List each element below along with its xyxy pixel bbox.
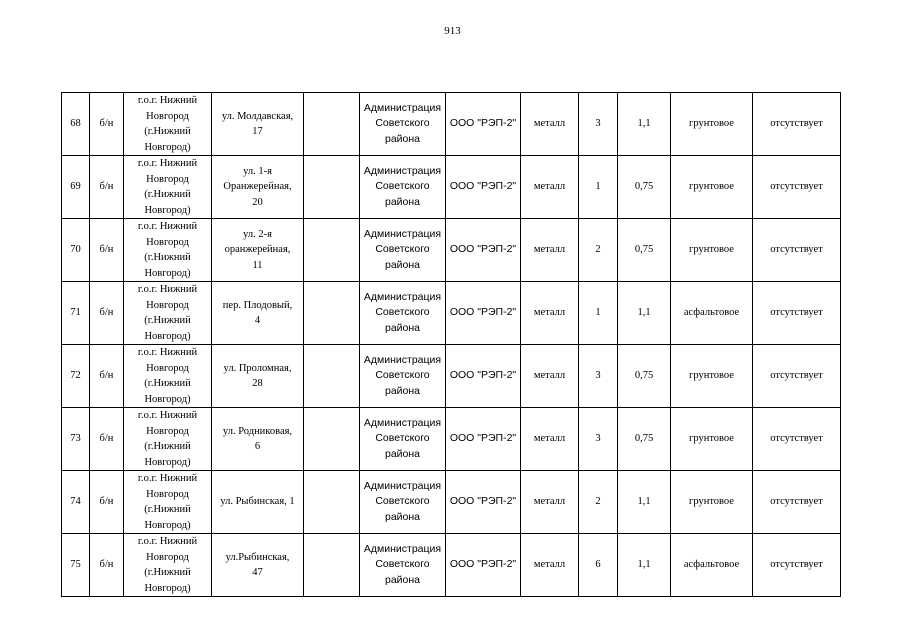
container-count-cell: 3 xyxy=(579,345,618,408)
empty-cell xyxy=(304,282,360,345)
container-volume-cell: 0,75 xyxy=(618,219,671,282)
container-count-cell: 6 xyxy=(579,534,618,597)
operator-cell: ООО "РЭП-2" xyxy=(446,156,521,219)
container-count-cell: 2 xyxy=(579,471,618,534)
owner-cell: Администрация Советского района xyxy=(360,93,446,156)
fence-cell: отсутствует xyxy=(753,156,841,219)
table-body xyxy=(62,93,841,597)
address-cell: ул. Родниковая, 6 xyxy=(212,408,304,471)
table-row xyxy=(62,345,841,408)
owner-cell: Администрация Советского района xyxy=(360,282,446,345)
fence-cell: отсутствует xyxy=(753,408,841,471)
municipality-cell: г.о.г. Нижний Новгород (г.Нижний Новгород) xyxy=(124,219,212,282)
fence-cell: отсутствует xyxy=(753,219,841,282)
empty-cell xyxy=(304,156,360,219)
empty-cell xyxy=(304,219,360,282)
address-cell: ул.Рыбинская, 47 xyxy=(212,534,304,597)
table-row xyxy=(62,93,841,156)
table-row xyxy=(62,534,841,597)
container-sites-table xyxy=(61,92,841,597)
surface-type-cell: грунтовое xyxy=(671,156,753,219)
surface-type-cell: грунтовое xyxy=(671,471,753,534)
owner-cell: Администрация Советского района xyxy=(360,219,446,282)
address-cell: ул. 1-я Оранжерейная, 20 xyxy=(212,156,304,219)
container-count-cell: 3 xyxy=(579,93,618,156)
container-volume-cell: 1,1 xyxy=(618,93,671,156)
row-number-cell: 75 xyxy=(62,534,90,597)
municipality-cell: г.о.г. Нижний Новгород (г.Нижний Новгород) xyxy=(124,282,212,345)
address-cell: пер. Плодовый, 4 xyxy=(212,282,304,345)
registry-number-cell: б/н xyxy=(90,156,124,219)
material-cell: металл xyxy=(521,156,579,219)
operator-cell: ООО "РЭП-2" xyxy=(446,219,521,282)
table-row xyxy=(62,471,841,534)
address-cell: ул. Рыбинская, 1 xyxy=(212,471,304,534)
surface-type-cell: грунтовое xyxy=(671,408,753,471)
registry-number-cell: б/н xyxy=(90,219,124,282)
operator-cell: ООО "РЭП-2" xyxy=(446,345,521,408)
operator-cell: ООО "РЭП-2" xyxy=(446,408,521,471)
table-row xyxy=(62,219,841,282)
surface-type-cell: асфальтовое xyxy=(671,534,753,597)
registry-number-cell: б/н xyxy=(90,282,124,345)
operator-cell: ООО "РЭП-2" xyxy=(446,471,521,534)
operator-cell: ООО "РЭП-2" xyxy=(446,93,521,156)
empty-cell xyxy=(304,534,360,597)
owner-cell: Администрация Советского района xyxy=(360,345,446,408)
row-number-cell: 73 xyxy=(62,408,90,471)
page-number: 913 xyxy=(444,25,461,37)
container-count-cell: 3 xyxy=(579,408,618,471)
empty-cell xyxy=(304,408,360,471)
row-number-cell: 69 xyxy=(62,156,90,219)
surface-type-cell: асфальтовое xyxy=(671,282,753,345)
table-row xyxy=(62,408,841,471)
owner-cell: Администрация Советского района xyxy=(360,534,446,597)
municipality-cell: г.о.г. Нижний Новгород (г.Нижний Новгород) xyxy=(124,471,212,534)
container-volume-cell: 1,1 xyxy=(618,534,671,597)
empty-cell xyxy=(304,345,360,408)
fence-cell: отсутствует xyxy=(753,93,841,156)
fence-cell: отсутствует xyxy=(753,282,841,345)
operator-cell: ООО "РЭП-2" xyxy=(446,282,521,345)
municipality-cell: г.о.г. Нижний Новгород (г.Нижний Новгород) xyxy=(124,156,212,219)
row-number-cell: 68 xyxy=(62,93,90,156)
municipality-cell: г.о.г. Нижний Новгород (г.Нижний Новгород) xyxy=(124,93,212,156)
row-number-cell: 70 xyxy=(62,219,90,282)
operator-cell: ООО "РЭП-2" xyxy=(446,534,521,597)
row-number-cell: 71 xyxy=(62,282,90,345)
surface-type-cell: грунтовое xyxy=(671,93,753,156)
material-cell: металл xyxy=(521,471,579,534)
registry-number-cell: б/н xyxy=(90,471,124,534)
surface-type-cell: грунтовое xyxy=(671,219,753,282)
material-cell: металл xyxy=(521,93,579,156)
container-volume-cell: 0,75 xyxy=(618,408,671,471)
registry-number-cell: б/н xyxy=(90,93,124,156)
container-count-cell: 2 xyxy=(579,219,618,282)
owner-cell: Администрация Советского района xyxy=(360,156,446,219)
container-count-cell: 1 xyxy=(579,282,618,345)
municipality-cell: г.о.г. Нижний Новгород (г.Нижний Новгород) xyxy=(124,345,212,408)
material-cell: металл xyxy=(521,534,579,597)
table-row xyxy=(62,156,841,219)
material-cell: металл xyxy=(521,282,579,345)
row-number-cell: 72 xyxy=(62,345,90,408)
container-volume-cell: 1,1 xyxy=(618,282,671,345)
address-cell: ул. Молдавская, 17 xyxy=(212,93,304,156)
material-cell: металл xyxy=(521,219,579,282)
surface-type-cell: грунтовое xyxy=(671,345,753,408)
container-count-cell: 1 xyxy=(579,156,618,219)
row-number-cell: 74 xyxy=(62,471,90,534)
table-row xyxy=(62,282,841,345)
container-volume-cell: 1,1 xyxy=(618,471,671,534)
registry-number-cell: б/н xyxy=(90,408,124,471)
address-cell: ул. Проломная, 28 xyxy=(212,345,304,408)
material-cell: металл xyxy=(521,408,579,471)
container-volume-cell: 0,75 xyxy=(618,345,671,408)
owner-cell: Администрация Советского района xyxy=(360,408,446,471)
fence-cell: отсутствует xyxy=(753,471,841,534)
fence-cell: отсутствует xyxy=(753,534,841,597)
registry-number-cell: б/н xyxy=(90,345,124,408)
owner-cell: Администрация Советского района xyxy=(360,471,446,534)
container-volume-cell: 0,75 xyxy=(618,156,671,219)
address-cell: ул. 2-я оранжерейная, 11 xyxy=(212,219,304,282)
empty-cell xyxy=(304,93,360,156)
municipality-cell: г.о.г. Нижний Новгород (г.Нижний Новгород) xyxy=(124,408,212,471)
registry-number-cell: б/н xyxy=(90,534,124,597)
material-cell: металл xyxy=(521,345,579,408)
empty-cell xyxy=(304,471,360,534)
municipality-cell: г.о.г. Нижний Новгород (г.Нижний Новгород) xyxy=(124,534,212,597)
fence-cell: отсутствует xyxy=(753,345,841,408)
